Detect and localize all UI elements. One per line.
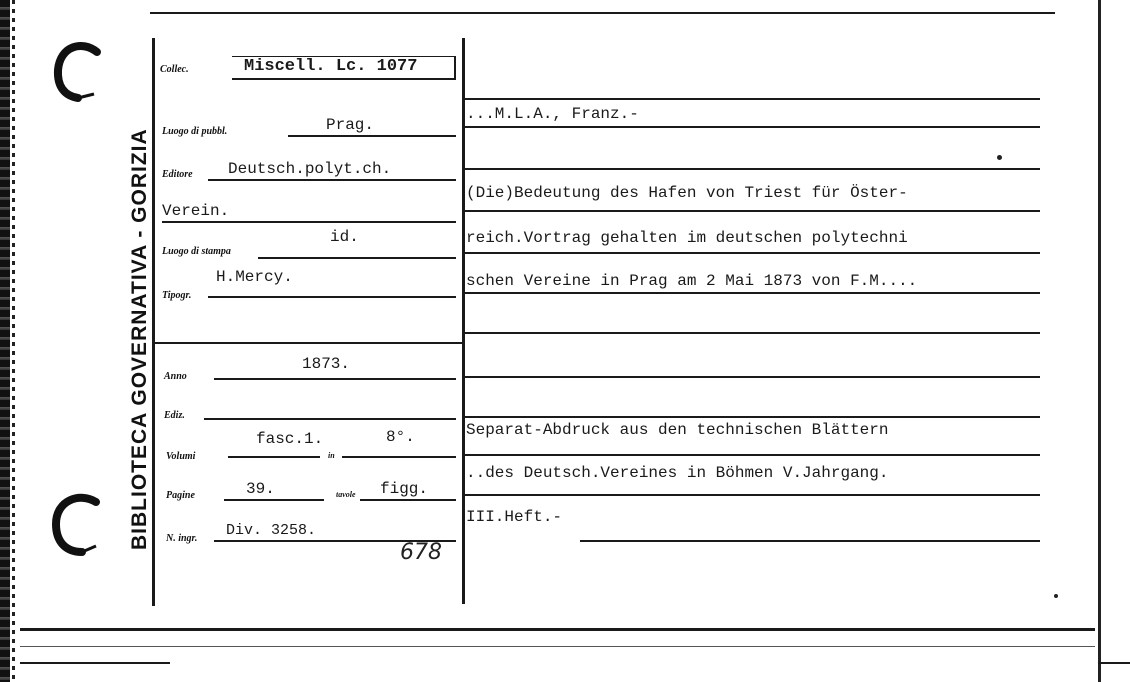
tipogr-label: Tipogr.	[162, 290, 192, 301]
library-stamp: BIBLIOTECA GOVERNATIVA - GORIZIA	[128, 128, 151, 550]
entry-rule-3	[465, 168, 1040, 170]
formato-line	[342, 456, 456, 458]
ingr-value: Div. 3258.	[226, 522, 317, 539]
left-section-divider	[155, 342, 462, 344]
entry-title-line-3: schen Vereine in Prag am 2 Mai 1873 von F.M....	[466, 272, 918, 290]
entry-rule-1	[465, 98, 1040, 100]
entry-rule-4	[465, 210, 1040, 212]
entry-rule-12	[580, 540, 1040, 542]
card-left-edge	[0, 0, 10, 682]
ink-dot	[997, 155, 1002, 160]
bottom-border-2	[20, 646, 1095, 647]
luogo-stampa-line	[258, 257, 456, 259]
ink-dot-bottom	[1054, 594, 1058, 598]
entry-rule-5	[465, 252, 1040, 254]
luogo-value: Prag.	[326, 116, 375, 134]
editore-value-2: Verein.	[162, 202, 230, 220]
collec-label: Collec.	[160, 64, 189, 75]
entry-rule-7	[465, 332, 1040, 334]
editore-line-1	[208, 179, 456, 181]
tipogr-line	[208, 296, 456, 298]
collec-value: Miscell. Lc. 1077	[244, 57, 418, 76]
formato-value: 8°.	[386, 428, 415, 446]
entry-note-line-2: ..des Deutsch.Vereines in Böhmen V.Jahrgang.	[466, 464, 889, 482]
entry-author: ...M.L.A., Franz.-	[466, 105, 639, 123]
entry-rule-9	[465, 416, 1040, 418]
tavole-label: tavole	[336, 490, 356, 499]
editore-value-1: Deutsch.polyt.ch.	[228, 160, 392, 178]
entry-note-line-3: III.Heft.-	[466, 508, 563, 526]
luogo-line	[288, 135, 456, 137]
editore-line-2	[162, 221, 456, 223]
bottom-border-4	[1098, 662, 1130, 664]
ediz-line	[204, 418, 456, 420]
collec-box-top	[232, 56, 456, 57]
tavole-value: figg.	[380, 480, 429, 498]
punch-hook-bottom	[42, 492, 104, 562]
volumi-label: Volumi	[166, 451, 196, 462]
luogo-stampa-label: Luogo di stampa	[162, 246, 231, 257]
entry-rule-10	[465, 454, 1040, 456]
pagine-value: 39.	[246, 480, 275, 498]
entry-rule-6	[465, 292, 1040, 294]
tipogr-value: H.Mercy.	[216, 268, 293, 286]
card-right-edge	[1098, 0, 1101, 682]
editore-label: Editore	[162, 169, 193, 180]
middle-column-divider	[462, 38, 465, 604]
handwritten-number: 678	[400, 540, 442, 565]
volumi-value: fasc.1.	[256, 430, 324, 448]
collec-box-right	[454, 56, 456, 79]
anno-value: 1873.	[302, 355, 351, 373]
ediz-label: Ediz.	[164, 410, 185, 421]
entry-title-line-1: (Die)Bedeutung des Hafen von Triest für Öster-	[466, 184, 908, 202]
entry-rule-2	[465, 126, 1040, 128]
top-border	[150, 12, 1055, 14]
bottom-border-3	[20, 662, 170, 664]
pagine-line	[224, 499, 324, 501]
entry-rule-8	[465, 376, 1040, 378]
luogo-stampa-value: id.	[330, 228, 359, 246]
anno-line	[214, 378, 456, 380]
collec-line	[232, 78, 456, 80]
punch-hook-top	[42, 40, 104, 110]
volumi-line	[228, 456, 320, 458]
left-column-divider	[152, 38, 155, 606]
bottom-border-1	[20, 628, 1095, 631]
tavole-line	[360, 499, 456, 501]
entry-note-line-1: Separat-Abdruck aus den technischen Blättern	[466, 421, 889, 439]
anno-label: Anno	[164, 371, 187, 382]
entry-title-line-2: reich.Vortrag gehalten im deutschen polytechni	[466, 229, 908, 247]
luogo-label: Luogo di pubbl.	[162, 126, 228, 137]
card-left-edge-dashes	[12, 0, 15, 682]
entry-rule-11	[465, 494, 1040, 496]
ingr-label: N. ingr.	[166, 533, 198, 544]
pagine-label: Pagine	[166, 490, 195, 501]
in-label: in	[328, 451, 335, 460]
